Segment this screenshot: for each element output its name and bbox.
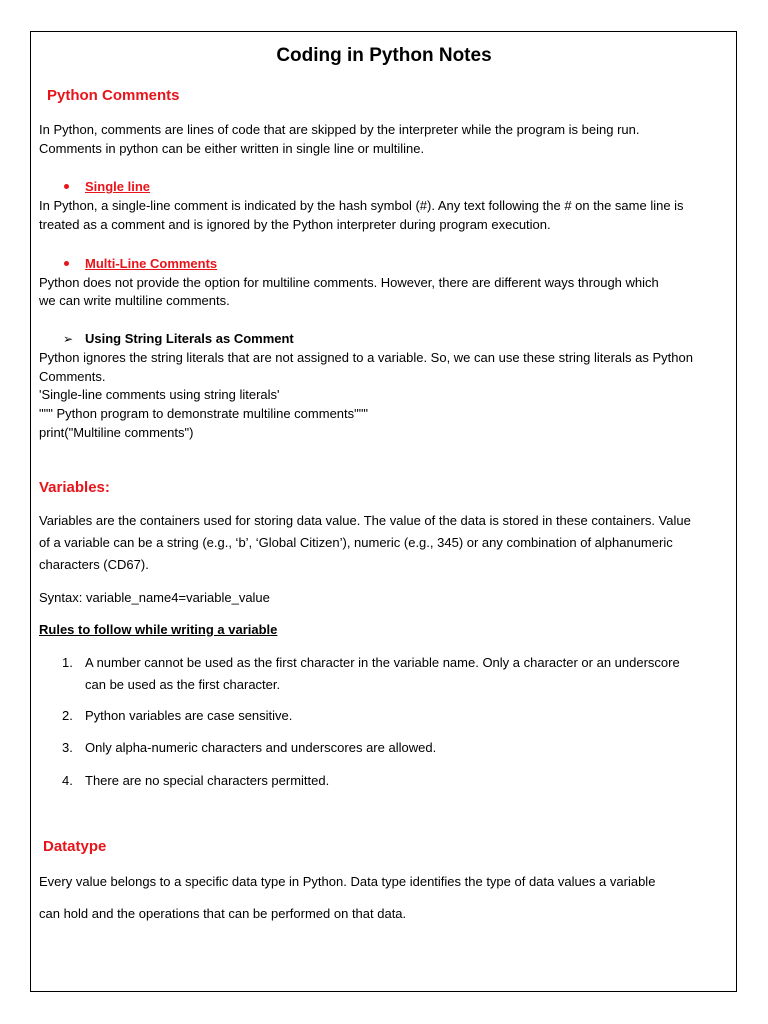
variables-syntax: Syntax: variable_name4=variable_value bbox=[39, 590, 270, 605]
variables-text-1: Variables are the containers used for storing data value. The value of the data is stored in these containers. Value bbox=[39, 513, 691, 528]
single-line-text-2: treated as a comment and is ignored by the Python interpreter during program execution. bbox=[39, 217, 551, 232]
rules-heading: Rules to follow while writing a variable bbox=[39, 622, 278, 637]
page-title: Coding in Python Notes bbox=[276, 45, 492, 66]
code-line-1: 'Single-line comments using string literals' bbox=[39, 387, 280, 402]
rule-number: 1. bbox=[62, 655, 73, 670]
comments-heading: Python Comments bbox=[47, 87, 180, 104]
rule-text: Python variables are case sensitive. bbox=[85, 708, 293, 723]
multi-line-text-1: Python does not provide the option for multiline comments. However, there are different ways through which bbox=[39, 275, 659, 290]
bullet-icon bbox=[64, 261, 69, 266]
variables-heading: Variables: bbox=[39, 479, 110, 496]
rule-text: A number cannot be used as the first character in the variable name. Only a character or an underscore bbox=[85, 655, 680, 670]
multi-line-label: Multi-Line Comments bbox=[85, 256, 218, 271]
single-line-label: Single line bbox=[85, 179, 151, 194]
arrow-bullet-icon: ➢ bbox=[63, 332, 74, 346]
comments-intro-line-1: In Python, comments are lines of code that are skipped by the interpreter while the program is being run. bbox=[39, 122, 640, 137]
rule-text: Only alpha-numeric characters and underscores are allowed. bbox=[85, 740, 437, 755]
variables-text-3: characters (CD67). bbox=[39, 557, 149, 572]
string-literals-text-2: Comments. bbox=[39, 369, 106, 384]
code-line-2: """ Python program to demonstrate multiline comments""" bbox=[39, 406, 368, 421]
single-line-text-1: In Python, a single-line comment is indicated by the hash symbol (#). Any text following the # on the same line is bbox=[39, 198, 684, 213]
comments-intro-line-2: Comments in python can be either written in single line or multiline. bbox=[39, 141, 425, 156]
datatype-text-1: Every value belongs to a specific data type in Python. Data type identifies the type of data values a variable bbox=[39, 874, 656, 889]
multi-line-text-2: we can write multiline comments. bbox=[39, 293, 230, 308]
string-literals-label: Using String Literals as Comment bbox=[85, 331, 294, 346]
variables-text-2: of a variable can be a string (e.g., ‘b’, ‘Global Citizen’), numeric (e.g., 345) or any combination of alphanumeric bbox=[39, 535, 673, 550]
rule-text: can be used as the first character. bbox=[85, 677, 281, 692]
datatype-heading: Datatype bbox=[43, 838, 107, 855]
datatype-text-2: can hold and the operations that can be performed on that data. bbox=[39, 906, 407, 921]
rule-number: 4. bbox=[62, 773, 73, 788]
rule-number: 2. bbox=[62, 708, 73, 723]
bullet-icon bbox=[64, 184, 69, 189]
rule-text: There are no special characters permitted. bbox=[85, 773, 330, 788]
rule-number: 3. bbox=[62, 740, 73, 755]
code-line-3: print("Multiline comments") bbox=[39, 425, 194, 440]
string-literals-text-1: Python ignores the string literals that are not assigned to a variable. So, we can use these string literals as Python bbox=[39, 350, 693, 365]
